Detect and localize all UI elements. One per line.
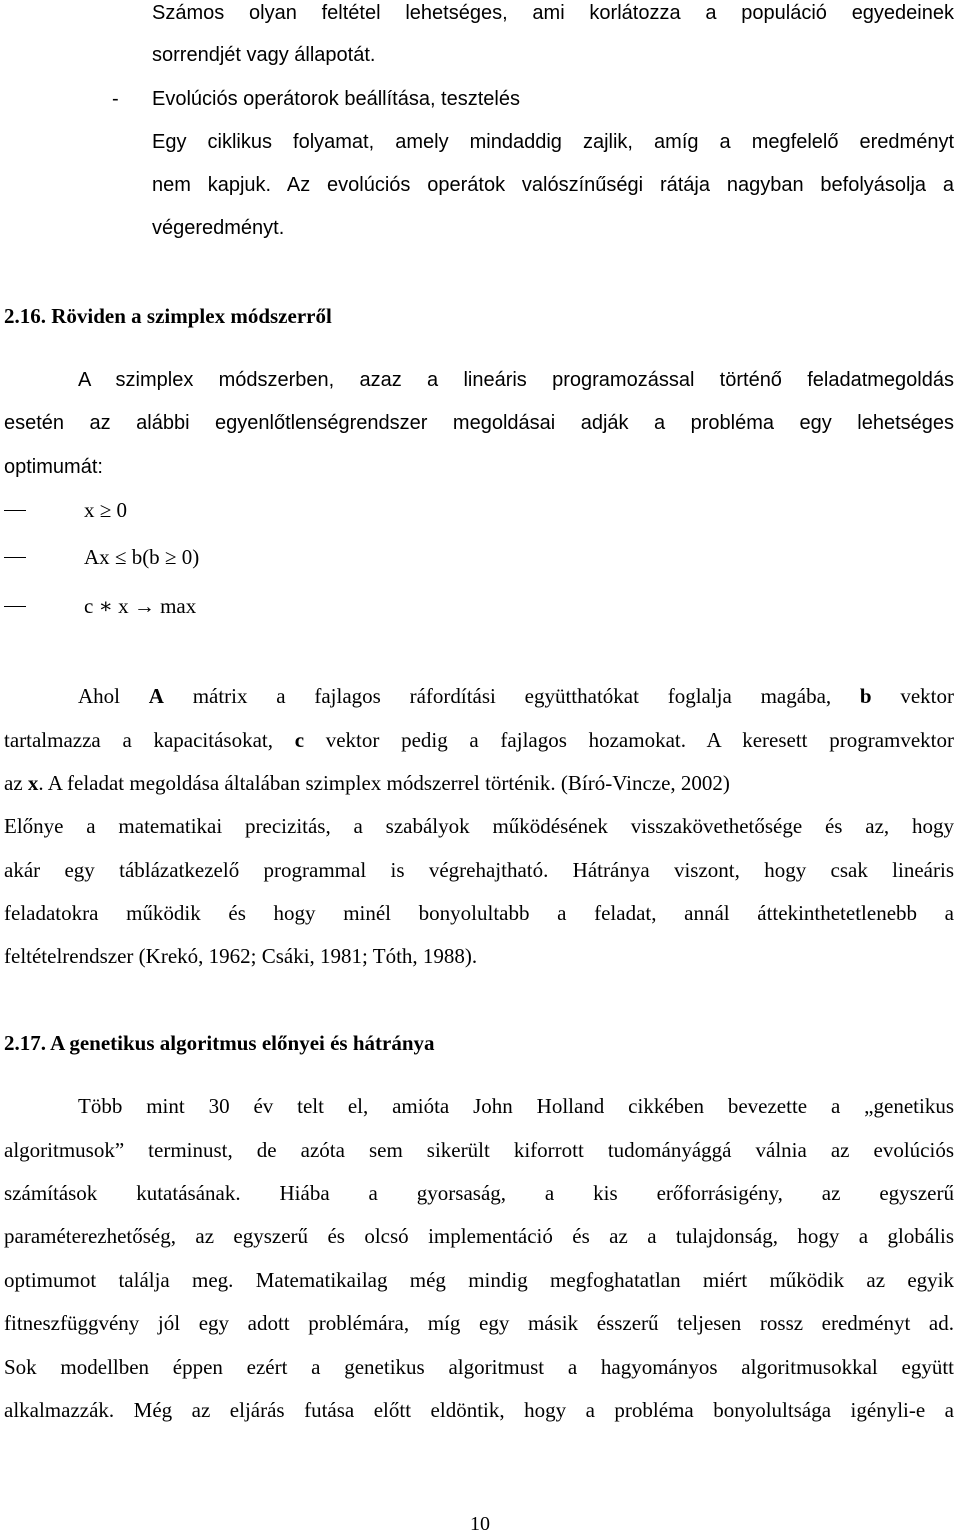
- text-line: alkalmazzák. Még az eljárás futása előtt eldöntik, hogy a probléma bonyolultsága igényli-e a: [4, 1398, 954, 1422]
- text-line: nem kapjuk. Az evolúciós operátok valószínűségi rátája nagyban befolyásolja a: [152, 174, 954, 196]
- text-line: az x. A feladat megoldása általában szimplex módszerrel történik. (Bíró-Vincze, 2002): [4, 771, 730, 795]
- text-line: sorrendjét vagy állapotát.: [152, 44, 376, 66]
- text-line: számítások kutatásának. Hiába a gyorsaság, a kis erőforrásigény, az egyszerű: [4, 1181, 954, 1205]
- formula: Ax ≤ b(b ≥ 0): [84, 545, 200, 569]
- text-line: optimumot találja meg. Matematikailag még mindig megfoghatatlan miért működik az egyik: [4, 1268, 954, 1292]
- text-line: A szimplex módszerben, azaz a lineáris programozással történő feladatmegoldás: [78, 369, 954, 391]
- text-line: Sok modellben éppen ezért a genetikus algoritmust a hagyományos algoritmusokkal együtt: [4, 1355, 954, 1379]
- text-line: Előnye a matematikai precizitás, a szabályok működésének visszakövethetősége és az, hogy: [4, 814, 954, 838]
- text-line: esetén az alábbi egyenlőtlenségrendszer megoldásai adják a probléma egy lehetséges: [4, 412, 954, 434]
- text-line: akár egy táblázatkezelő programmal is végrehajtható. Hátránya viszont, hogy csak lineáris: [4, 858, 954, 882]
- text-line: Több mint 30 év telt el, amióta John Holland cikkében bevezette a „genetikus: [78, 1094, 954, 1118]
- text-line: Számos olyan feltétel lehetséges, ami korlátozza a populáció egyedeinek: [152, 2, 954, 24]
- bullet-title: Evolúciós operátorok beállítása, tesztelés: [152, 88, 520, 110]
- text-line: fitneszfüggvény jól egy adott problémára, míg egy másik ésszerű teljesen rossz eredményt ad.: [4, 1311, 954, 1335]
- text-line: paraméterezhetőség, az egyszerű és olcsó implementáció és az a tulajdonság, hogy a globális: [4, 1224, 954, 1248]
- text-line: Ahol A mátrix a fajlagos ráfordítási együtthatókat foglalja magába, b vektor: [78, 684, 954, 708]
- page-number: 10: [470, 1513, 490, 1535]
- text-line: feltételrendszer (Krekó, 1962; Csáki, 1981; Tóth, 1988).: [4, 944, 478, 968]
- text-line: tartalmazza a kapacitásokat, c vektor pedig a fajlagos hozamokat. A keresett programvektor: [4, 728, 955, 752]
- text-line: optimumát:: [4, 456, 103, 478]
- formula: x ≥ 0: [84, 498, 128, 522]
- section-heading: 2.17. A genetikus algoritmus előnyei és hátránya: [4, 1031, 435, 1055]
- text-line: feladatokra működik és hogy minél bonyolultabb a feladat, annál áttekinthetetlenebb a: [4, 901, 954, 925]
- text-line: algoritmusok” terminust, de azóta sem sikerült kiforrott tudományággá válnia az evolúciós: [4, 1138, 954, 1162]
- text-line: Egy ciklikus folyamat, amely mindaddig zajlik, amíg a megfelelő eredményt: [152, 131, 954, 153]
- section-heading: 2.16. Röviden a szimplex módszerről: [4, 304, 332, 328]
- formula: c ∗ x → max: [84, 594, 197, 618]
- text-line: végeredményt.: [152, 217, 285, 239]
- bullet-dash: -: [112, 88, 119, 110]
